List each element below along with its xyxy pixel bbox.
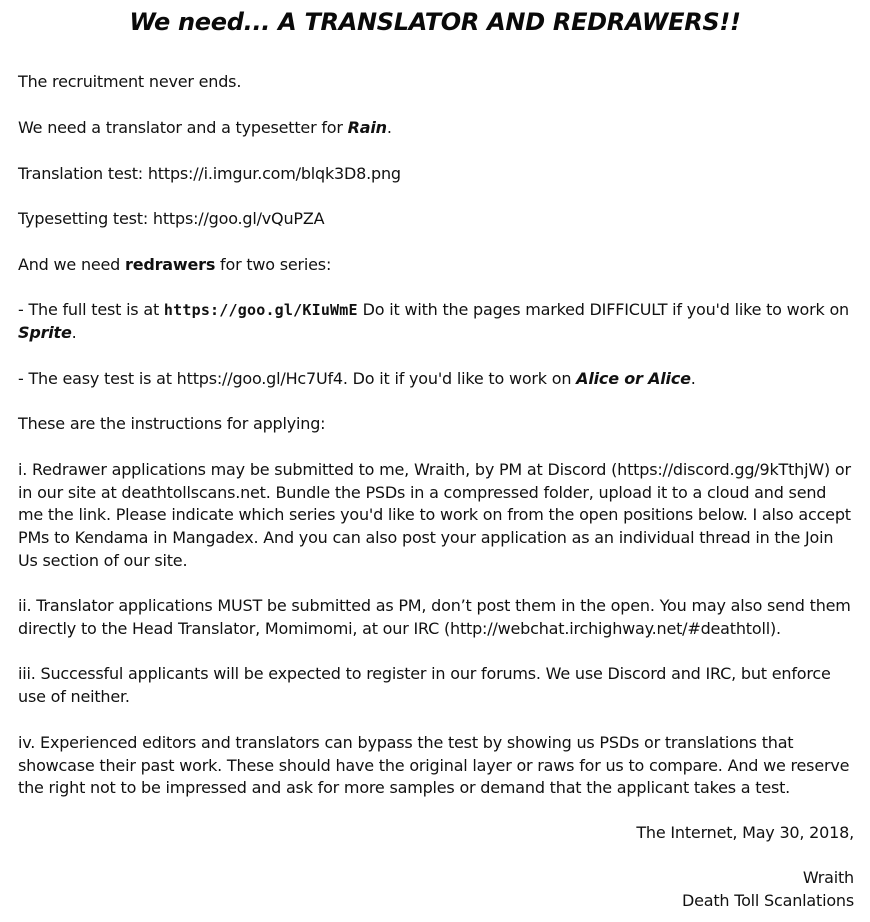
translator-need-suffix: . [386,118,392,137]
translator-need-prefix: We need a translator and a typesetter for [18,118,348,137]
redrawers-need-text [18,254,856,277]
signoff-name: Wraith [802,868,854,887]
intro-text: The recruitment never ends. [18,72,242,91]
full-test-suffix: . [71,322,77,342]
full-test-prefix: - The full test is at [18,300,164,319]
redrawers-need-suffix: for two series: [215,255,332,274]
easy-test-prefix: - The easy test is at https://goo.gl/Hc7Uf4. Do it if you'd like to work on [18,369,577,388]
translation-test-text: Translation test: https://i.imgur.com/blqk3D8.png [18,164,401,183]
signoff-group: Death Toll Scanlations [681,891,854,910]
rule-item: ii. Translator applications MUST be submitted as PM, don’t post them in the open. You may also send them directly to the Head Translator, Momimomi, at our IRC (http://webchat.irchighway.net/#deathtoll). [18,596,851,638]
full-test-middle: Do it with the pages marked DIFFICULT if you'd like to work on [357,300,849,319]
rule-item: iii. Successful applicants will be expected to register in our forums. We use Discord and IRC, but enforce use of neither. [18,664,831,706]
rule-item: i. Redrawer applications may be submitted to me, Wraith, by PM at Discord (https://discord.gg/9kTthjW) or in our site at deathtollscans.net. Bundle the PSDs in a compressed folder, upload it to a cloud and send me the link. Please indicate which series you'd like to work on from the open positions below. I also accept PMs to Kendama in Mangadex. And you can also post your application as an individual thread in the Join Us section of our site. [18,460,851,570]
redrawers-need-prefix: And we need [18,255,126,274]
full-test-link: https://goo.gl/KIuWmE [163,301,358,319]
easy-test-suffix: . [690,369,696,388]
easy-test-text [18,368,856,391]
translator-need-text [18,117,856,140]
instructions-heading: These are the instructions for applying: [18,414,326,433]
signoff-place-date: The Internet, May 30, 2018, [636,823,854,842]
typesetting-test-text: Typesetting test: https://goo.gl/vQuPZA [18,209,325,228]
redrawers-word: redrawers [125,255,216,274]
series-sprite: Sprite [18,322,72,342]
series-alice: Alice or Alice [576,369,691,388]
full-test-text [18,299,856,344]
page-title: We need... A TRANSLATOR AND REDRAWERS!! [129,8,741,36]
series-rain: Rain [347,118,387,137]
rule-item: iv. Experienced editors and translators can bypass the test by showing us PSDs or translations that showcase their past work. These should have the original layer or raws for us to compare. And we reserve the right not to be impressed and ask for more samples or demand that the applicant takes a test. [18,733,850,798]
